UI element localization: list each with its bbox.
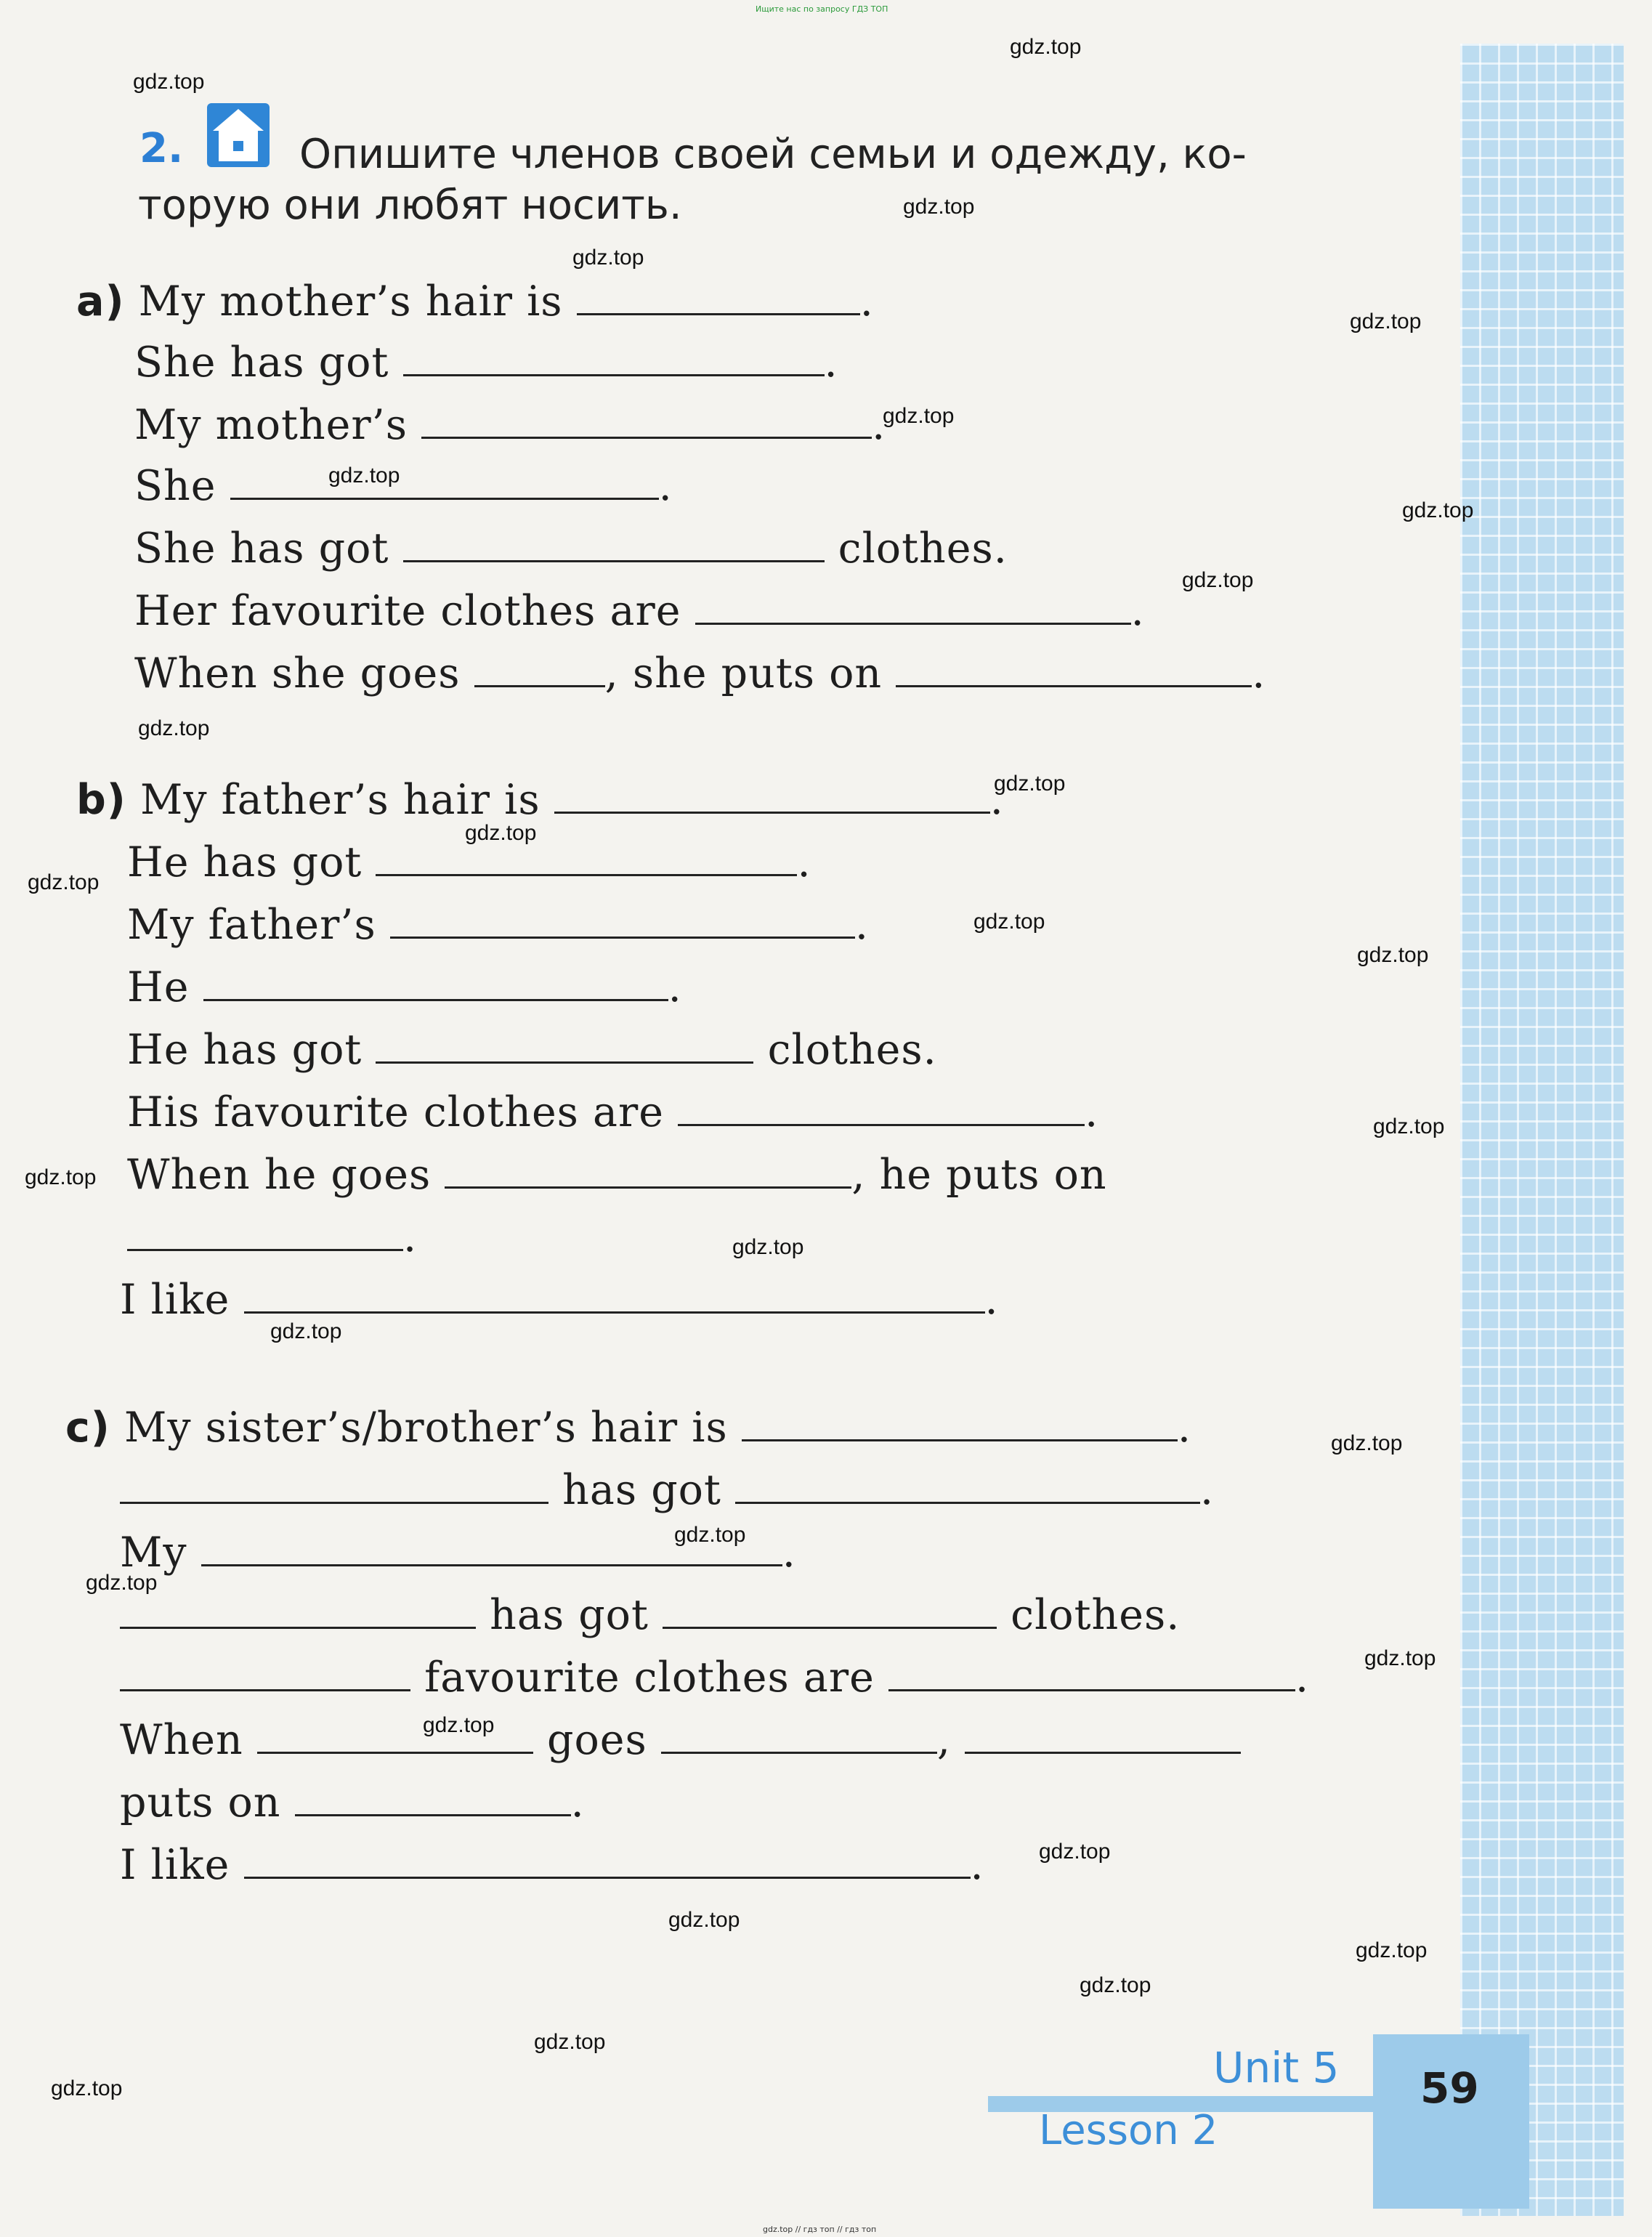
section-c-line-3: My .	[120, 1529, 796, 1577]
section-b-line-7: When he goes , he puts on	[127, 1151, 1107, 1199]
watermark: gdz.top	[28, 870, 100, 894]
watermark: gdz.top	[1080, 1973, 1151, 1997]
watermark: gdz.top	[423, 1713, 495, 1737]
answer-blank[interactable]	[376, 1029, 753, 1064]
watermark: gdz.top	[674, 1523, 746, 1547]
watermark: gdz.top	[133, 70, 205, 94]
watermark: gdz.top	[270, 1319, 342, 1343]
section-a-line-2: She has got .	[134, 339, 838, 387]
watermark: gdz.top	[1402, 498, 1474, 522]
section-a-label: a)	[76, 278, 125, 325]
page-number: 59	[1420, 2063, 1479, 2113]
watermark: gdz.top	[883, 404, 955, 428]
answer-blank[interactable]	[554, 780, 990, 814]
watermark: gdz.top	[534, 2030, 606, 2054]
watermark: gdz.top	[1364, 1646, 1436, 1670]
section-c-label: c)	[65, 1404, 110, 1452]
answer-blank[interactable]	[695, 591, 1131, 625]
footer-note: gdz.top // гдз топ // гдз топ	[763, 2225, 877, 2234]
answer-blank[interactable]	[244, 1279, 985, 1314]
answer-blank[interactable]	[663, 1595, 997, 1629]
watermark: gdz.top	[572, 246, 644, 270]
watermark: gdz.top	[1010, 35, 1082, 59]
section-b-line-4: He .	[127, 963, 682, 1011]
answer-blank[interactable]	[295, 1782, 571, 1816]
answer-blank[interactable]	[474, 653, 605, 687]
decorative-grid-strip	[1460, 44, 1624, 2216]
unit-label: Unit 5	[1213, 2043, 1340, 2092]
answer-blank[interactable]	[577, 281, 860, 315]
answer-blank[interactable]	[742, 1407, 1178, 1441]
answer-blank[interactable]	[888, 1657, 1295, 1691]
section-c-line-1: c) My sister’s/brother’s hair is .	[65, 1404, 1192, 1452]
section-c-line-2: has got .	[120, 1466, 1214, 1514]
section-a-line-7: When she goes , she puts on .	[134, 650, 1266, 697]
answer-blank[interactable]	[403, 342, 825, 376]
answer-blank[interactable]	[230, 466, 659, 500]
header-note: Ищите нас по запросу ГДЗ ТОП	[756, 4, 888, 14]
watermark: gdz.top	[138, 716, 210, 740]
answer-blank[interactable]	[244, 1845, 971, 1879]
watermark: gdz.top	[1356, 1938, 1428, 1962]
watermark: gdz.top	[51, 2076, 123, 2100]
watermark: gdz.top	[1182, 568, 1254, 592]
home-task-icon	[207, 103, 270, 167]
watermark: gdz.top	[25, 1165, 97, 1189]
page-number-box	[1373, 2034, 1529, 2209]
watermark: gdz.top	[465, 821, 537, 845]
answer-blank[interactable]	[661, 1720, 937, 1754]
watermark: gdz.top	[903, 195, 975, 219]
answer-blank[interactable]	[201, 1532, 782, 1566]
section-c-line-6: When goes ,	[120, 1716, 1241, 1764]
watermark: gdz.top	[1373, 1115, 1445, 1138]
task-number: 2.	[139, 125, 184, 172]
section-b-line-3: My father’s .	[127, 901, 869, 949]
answer-blank[interactable]	[257, 1720, 533, 1754]
answer-blank[interactable]	[403, 528, 825, 562]
lesson-label: Lesson 2	[1039, 2107, 1218, 2154]
section-a-line-5: She has got clothes.	[134, 525, 1008, 573]
instruction-line-1: Опишите членов своей семьи и одежду, ко-	[299, 131, 1247, 178]
watermark: gdz.top	[86, 1571, 158, 1595]
answer-blank[interactable]	[120, 1657, 410, 1691]
section-c-line-7: puts on .	[120, 1779, 585, 1827]
section-b-line-5: He has got clothes.	[127, 1026, 937, 1074]
section-b-line-6: His favourite clothes are .	[127, 1088, 1099, 1136]
answer-blank[interactable]	[390, 905, 855, 939]
answer-blank[interactable]	[203, 967, 668, 1001]
section-c-line-5: favourite clothes are .	[120, 1654, 1309, 1702]
answer-blank[interactable]	[445, 1154, 851, 1189]
watermark: gdz.top	[1039, 1840, 1111, 1864]
answer-blank[interactable]	[120, 1595, 476, 1629]
watermark: gdz.top	[973, 910, 1045, 934]
watermark: gdz.top	[1350, 310, 1422, 333]
section-c-line-4: has got clothes.	[120, 1591, 1180, 1639]
section-a-line-4: She .	[134, 462, 673, 510]
section-b-line-8: .	[127, 1213, 417, 1261]
answer-blank[interactable]	[965, 1720, 1241, 1754]
section-b-line-2: He has got .	[127, 838, 811, 886]
instruction-line-2: торую они любят носить.	[138, 182, 682, 229]
section-b-label: b)	[76, 776, 126, 824]
answer-blank[interactable]	[120, 1470, 548, 1504]
watermark: gdz.top	[732, 1235, 804, 1259]
answer-blank[interactable]	[127, 1217, 403, 1251]
answer-blank[interactable]	[678, 1092, 1085, 1126]
section-b-line-9: I like .	[120, 1276, 999, 1324]
watermark: gdz.top	[1331, 1431, 1403, 1455]
watermark: gdz.top	[1357, 943, 1429, 967]
answer-blank[interactable]	[735, 1470, 1200, 1504]
watermark: gdz.top	[668, 1908, 740, 1932]
answer-blank[interactable]	[376, 842, 797, 876]
answer-blank[interactable]	[896, 653, 1252, 687]
section-b-line-1: b) My father’s hair is .	[76, 776, 1004, 824]
watermark: gdz.top	[994, 772, 1066, 796]
section-a-line-1: a) My mother’s hair is .	[76, 278, 874, 325]
watermark: gdz.top	[328, 464, 400, 488]
section-c-line-8: I like .	[120, 1841, 984, 1889]
section-a-line-6: Her favourite clothes are .	[134, 587, 1145, 635]
answer-blank[interactable]	[421, 405, 872, 439]
section-a-line-3: My mother’s .	[134, 401, 886, 449]
